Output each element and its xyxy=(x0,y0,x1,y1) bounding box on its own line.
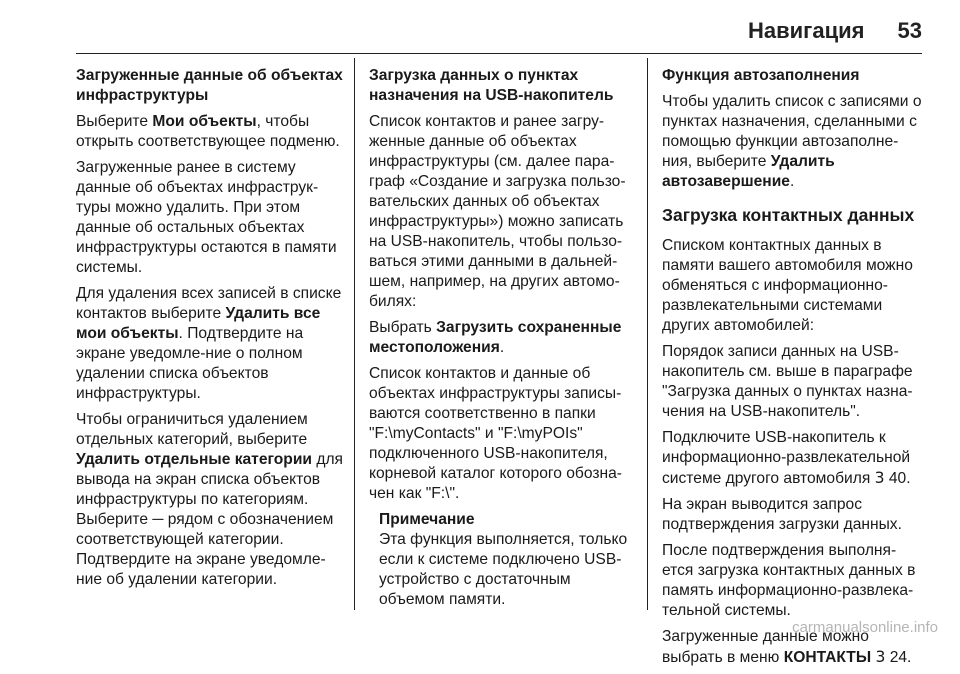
menu-term: Загрузить сохраненные местоположения xyxy=(369,319,622,356)
note-title: Примечание xyxy=(379,511,475,528)
menu-term: Удалить автозавершение xyxy=(662,153,835,190)
paragraph: После подтверждения выполня‐ется загрузка контактных данных в память информационно-развлека‐тельной системы. xyxy=(662,542,916,619)
section-heading-usb-export: Загрузка данных о пунктах назначения на USB-накопитель xyxy=(369,67,614,104)
menu-term: Мои объекты xyxy=(152,113,257,130)
paragraph xyxy=(662,92,926,192)
paragraph: Загруженные ранее в систему данные об объектах инфраструк‐туры можно удалить. При этом данные об остальных объектах инфраструктуры остаются в памяти системы. xyxy=(76,159,337,276)
text: . xyxy=(789,173,795,190)
column-3 xyxy=(662,66,926,674)
page-ref: 24. xyxy=(885,649,912,666)
text: . Подтвердите на экране уведомле‐ние о полном удалении списка объектов инфраструктуры. xyxy=(76,325,304,402)
watermark: carmanualsonline.info xyxy=(792,619,938,636)
text: Подключите USB-накопитель к информационно-развлекательной системе другого автомобиля xyxy=(662,429,911,487)
column-divider-2 xyxy=(647,58,648,610)
column-divider-1 xyxy=(354,58,355,610)
text: для вывода на экран списка объектов инфраструктуры по категориям. Выберите ─ рядом с обозначением соответствующей категории. Подтвердите на экране уведомле‐ние об удалении категории. xyxy=(76,451,343,588)
paragraph: Список контактов и данные об объектах инфраструктуры записы‐ваются соответственно в папки "F:\myContacts" и "F:\myPOIs" подключенного USB-накопителя, корневой каталог которого обозна‐чен как "F:\". xyxy=(369,365,622,502)
note-text: Эта функция выполняется, только если к системе подключено USB-устройство с достаточным объемом памяти. xyxy=(379,531,628,608)
column-1 xyxy=(76,66,348,596)
page-number: 53 xyxy=(897,18,922,43)
paragraph xyxy=(76,410,348,590)
text: . xyxy=(499,339,505,356)
paragraph xyxy=(662,428,926,489)
paragraph xyxy=(76,284,348,404)
menu-term: КОНТАКТЫ xyxy=(783,649,872,666)
page-ref-arrow-icon: 3 xyxy=(874,469,885,487)
text: Загруженные данные можно выбрать в меню xyxy=(662,628,869,666)
text: Выберите xyxy=(76,113,153,130)
section-heading-contacts-upload: Загрузка контактных данных xyxy=(662,205,915,225)
paragraph: Порядок записи данных на USB-накопитель см. выше в параграфе "Загрузка данных о пунктах назна‐чения на USB-накопитель". xyxy=(662,343,913,420)
page-ref: 40. xyxy=(884,470,911,487)
paragraph xyxy=(369,318,639,358)
text: Выбрать xyxy=(369,319,437,336)
menu-term: Удалить отдельные категории xyxy=(76,451,313,468)
header-rule xyxy=(76,53,922,54)
paragraph: Список контактов и ранее загру‐женные данные об объектах инфраструктуры (см. далее пара‐граф «Создание и загрузка пользо‐вательских данных об объектах инфраструктуры») можно записать на USB-накопитель, чтобы пользо‐ваться этими данными в дальней‐шем, например, на других автомо‐билях: xyxy=(369,113,626,310)
note-box xyxy=(379,510,639,610)
paragraph xyxy=(76,112,348,152)
page-ref-arrow-icon: 3 xyxy=(875,648,886,666)
column-2 xyxy=(369,66,639,610)
page-header-title: Навигация xyxy=(748,18,865,43)
text: Чтобы ограничиться удалением отдельных категорий, выберите xyxy=(76,411,308,448)
section-heading-poi-data: Загруженные данные об объектах инфраструктуры xyxy=(76,67,343,104)
text: , чтобы открыть соответствующее подменю. xyxy=(76,113,340,150)
text: Для удаления всех записей в списке контактов выберите xyxy=(76,285,342,322)
paragraph: На экран выводится запрос подтверждения загрузки данных. xyxy=(662,496,902,533)
text: Чтобы удалить список с записями о пунктах назначения, сделанными с помощью функции автозаполне‐ния, выберите xyxy=(662,93,922,170)
menu-term: Удалить все мои объекты xyxy=(76,305,321,342)
paragraph: Списком контактных данных в памяти вашего автомобиля можно обменяться с информационно-развлекательными системами других автомобилей: xyxy=(662,237,913,334)
section-heading-autocomplete: Функция автозаполнения xyxy=(662,67,860,84)
